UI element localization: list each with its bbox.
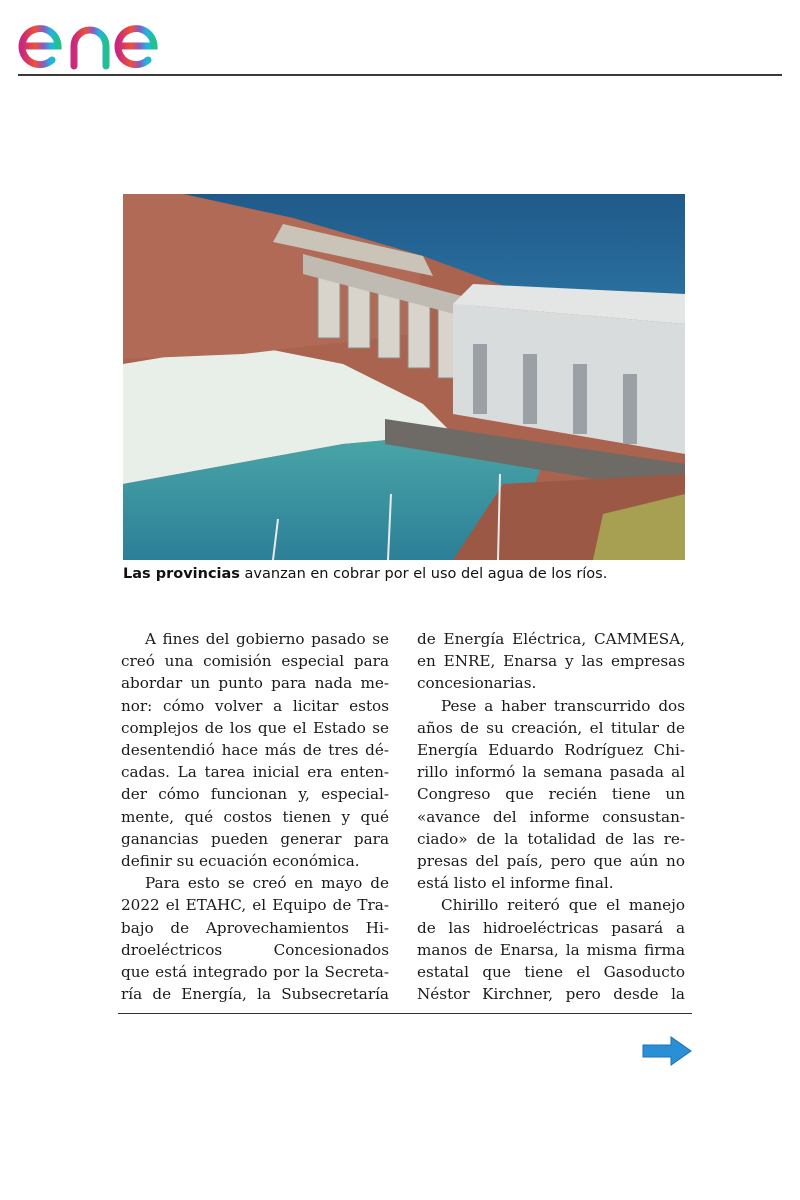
article-column-right — [417, 628, 685, 1005]
text-line: nor: cómo volver a licitar estos — [121, 696, 389, 715]
text-line: estatal que tiene el Gasoducto — [417, 963, 685, 982]
text-line: abordar un punto para nada me- — [121, 674, 389, 693]
bottom-divider — [118, 1013, 692, 1014]
text-line: años de su creación, el titular de — [417, 718, 685, 737]
text-line: creó una comisión especial para — [121, 652, 389, 671]
article-column-left — [121, 628, 389, 1005]
text-line: complejos de los que el Estado se — [121, 718, 389, 737]
text-line: der cómo funcionan y, especial- — [121, 785, 389, 804]
text-line: presas del país, pero que aún no — [417, 852, 685, 871]
text-line: «avance del informe consustan- — [417, 807, 685, 826]
text-line: concesionarias. — [417, 674, 537, 693]
text-line: de Energía Eléctrica, CAMMESA, — [417, 630, 685, 648]
text-line: Energía Eduardo Rodríguez Chi- — [417, 741, 685, 760]
text-line: ría de Energía, la Subsecretaría — [121, 985, 389, 1004]
text-line: manos de Enarsa, la misma firma — [417, 940, 685, 959]
text-line: de las hidroeléctricas pasará a — [417, 918, 685, 937]
arrow-right-icon[interactable] — [641, 1034, 693, 1068]
header-divider — [18, 74, 782, 76]
caption-bold: Las provincias — [123, 566, 240, 582]
text-line: cadas. La tarea inicial era enten- — [121, 763, 389, 782]
text-line: Chirillo reiteró que el manejo — [441, 896, 685, 915]
text-line: ganancias pueden generar para — [121, 829, 389, 848]
hydroelectric-dam-photo — [123, 194, 685, 560]
text-line: droeléctricos Concesionados — [121, 940, 389, 959]
text-line: mente, qué costos tienen y qué — [121, 807, 389, 826]
text-line: definir su ecuación económica. — [121, 852, 360, 871]
enel-logo — [18, 4, 193, 70]
text-line: A fines del gobierno pasado se — [145, 630, 389, 648]
text-line: desentendió hace más de tres dé- — [121, 741, 389, 760]
text-line: que está integrado por la Secreta- — [121, 963, 389, 982]
text-line: rillo informó la semana pasada al — [417, 763, 685, 782]
text-line: ciado» de la totalidad de las re- — [417, 829, 685, 848]
text-line: Néstor Kirchner, pero desde la — [417, 985, 685, 1004]
text-line: en ENRE, Enarsa y las empresas — [417, 652, 685, 671]
page-header — [0, 0, 800, 80]
text-line: Pese a haber transcurrido dos — [441, 696, 685, 715]
text-line: Para esto se creó en mayo de — [145, 874, 389, 893]
text-line: Congreso que recién tiene un — [417, 785, 685, 804]
caption-text: avanzan en cobrar por el uso del agua de los ríos. — [239, 566, 608, 582]
photo-caption — [123, 566, 703, 582]
text-line: bajo de Aprovechamientos Hi- — [121, 918, 389, 937]
text-line: está listo el informe final. — [417, 874, 614, 893]
text-line: 2022 el ETAHC, el Equipo de Tra- — [121, 896, 389, 915]
